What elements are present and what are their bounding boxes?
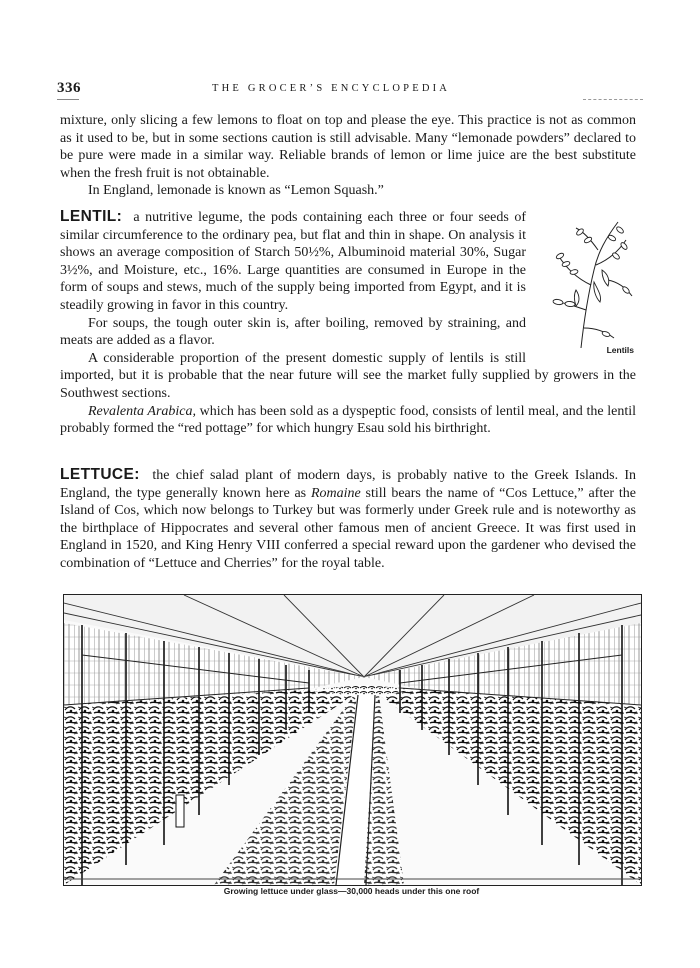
lentil-text-1: a nutritive legume, the pods containing each three or four seeds of similar circumference to the ordinary pea, but flat and thin in shape. On analysis it shows an average composition of Starch 50½%, Albuminoid material 30%, Sugar 3½%, and Moisture, etc., 16%. Large quantities are consumed in Europe in the form of soups and stews, much of the supply being imported from Egypt, and it is steadily growing in favor in this country. <box>60 210 526 313</box>
page-header <box>57 80 643 102</box>
lentil-figure-label: Lentils <box>606 345 634 356</box>
intro-paragraph-1: mixture, only slicing a few lemons to float on top and please the eye. This practice is not as common as it used to be, but in some sections caution is still advisable. Many “lemonade powders” declared to be pure were made in a similar way. Reliable brands of lemon or lime juice are the best substitute when the fresh fruit is not obtainable. <box>60 113 636 181</box>
lettuce-text-1: the chief salad plant of modern days, is probably native to the Greek Islands. In England, the type generally known here as <box>60 468 637 501</box>
lettuce-entry <box>60 466 636 573</box>
photo-caption: Growing lettuce under glass—30,000 heads under this one roof <box>223 886 480 896</box>
lentil-term: LENTIL: <box>60 208 123 225</box>
lentil-paragraph-4 <box>60 403 636 438</box>
lentil-entry <box>60 208 636 438</box>
lentil-text-4: which has been sold as a dyspeptic food, consists of lentil meal, and the lentil probably formed the “red pottage” for which hungry Esau sold his birthright. <box>60 403 636 437</box>
lemonade-continuation <box>60 112 636 200</box>
running-head: THE GROCER’S ENCYCLOPEDIA <box>212 83 451 94</box>
lentil-paragraph-2: For soups, the tough outer skin is, after boiling, removed by straining, and meats are added as a flavor. <box>60 315 526 349</box>
intro-paragraph-2: In England, lemonade is known as “Lemon Squash.” <box>88 183 384 199</box>
page-number-underline <box>57 99 79 100</box>
romaine-italic: Romaine <box>310 485 361 501</box>
lentil-plant-drawing <box>536 210 636 350</box>
page-number: 336 <box>57 80 81 96</box>
greenhouse-illustration <box>64 595 641 885</box>
lettuce-paragraph <box>60 466 636 573</box>
header-rule <box>583 99 643 100</box>
lettuce-text-2: still bears the name of “Cos Lettuce,” after the Island of Cos, which now belongs to Turkey but was formerly under Greek rule and is noteworthy as the birthplace of Hippocrates and several other famous men of ancient Greece. It was first used in England in 1520, and King Henry VIII conferred a special reward upon the gardener who devised the combination of “Lettuce and Cherries” for the royal table. <box>60 485 636 571</box>
lettuce-term: LETTUCE: <box>60 466 140 483</box>
lentil-illustration <box>536 210 636 360</box>
revalenta-arabica: Revalenta Arabica, <box>88 403 196 419</box>
lentil-paragraph-3: A considerable proportion of the present domestic supply of lentils is still imported, but it is probable that the near future will see the market fully supplied by growers in the Southwest sections. <box>60 350 636 401</box>
greenhouse-photo <box>63 594 642 886</box>
